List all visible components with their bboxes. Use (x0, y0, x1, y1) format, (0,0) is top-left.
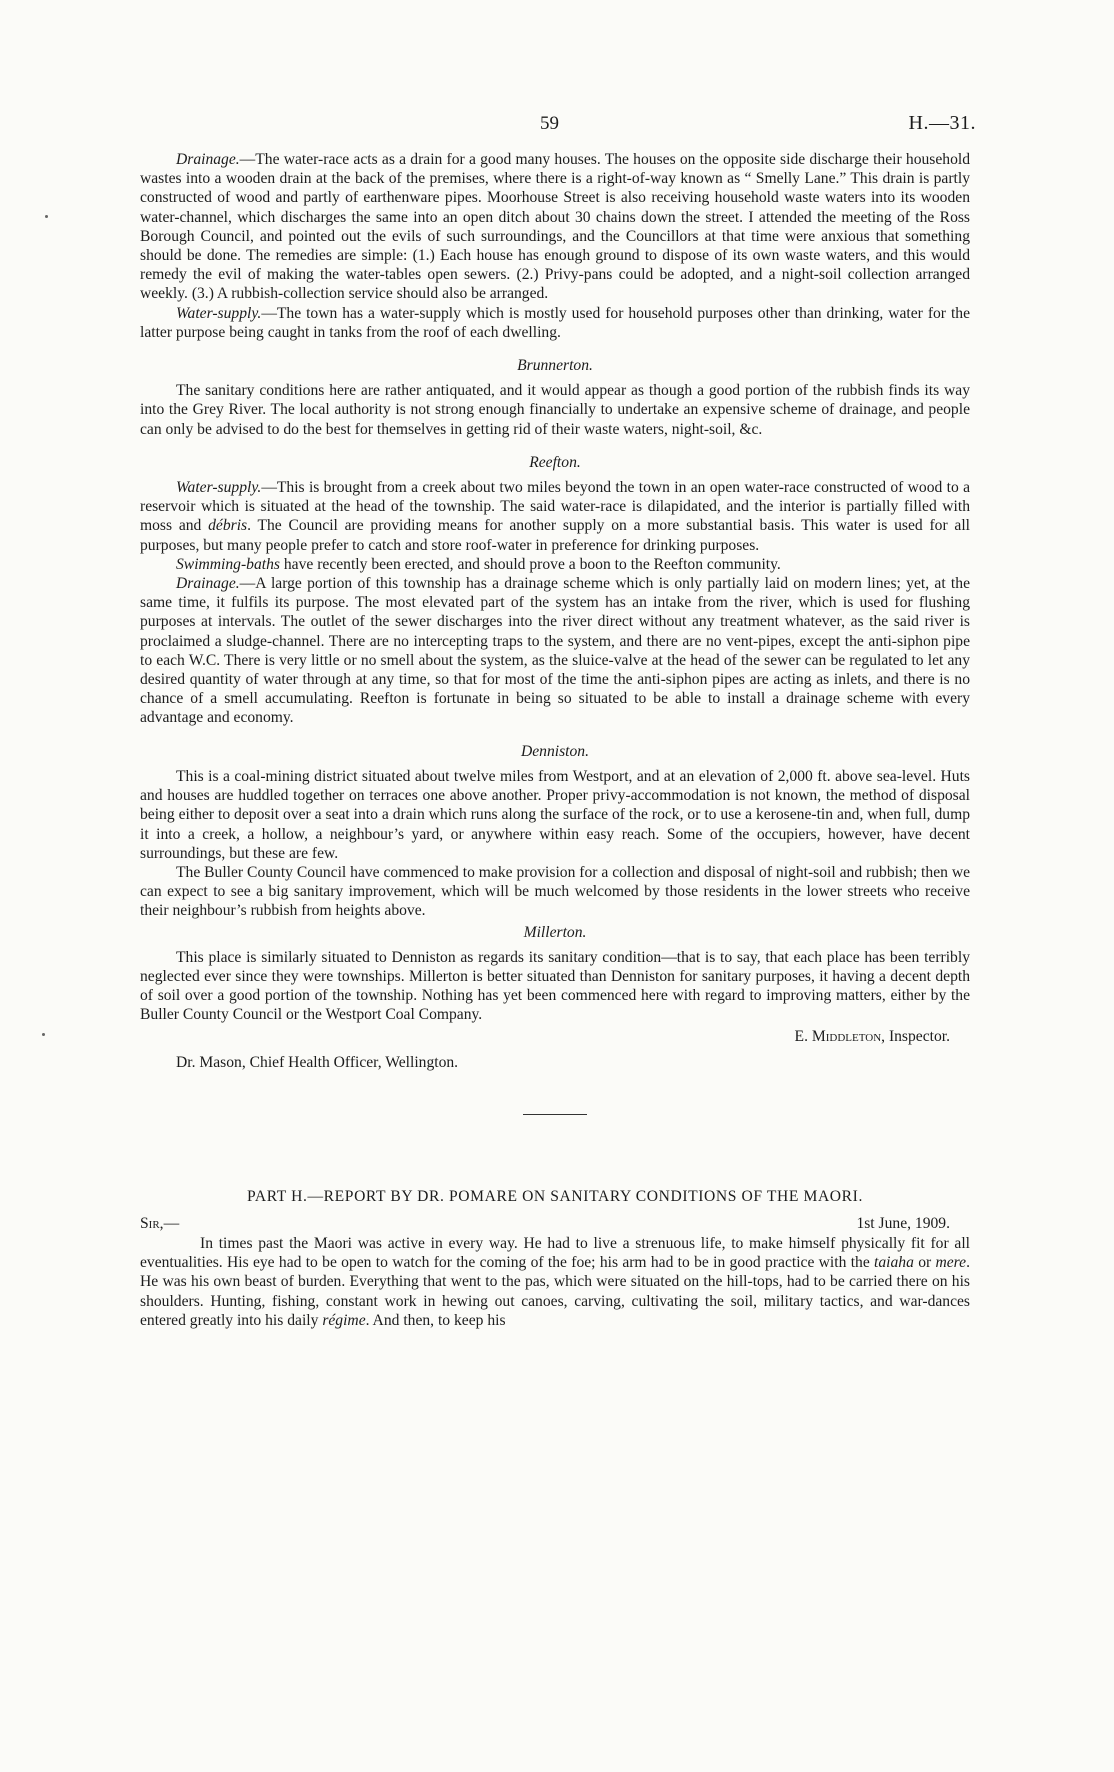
reefton-baths-paragraph (140, 555, 970, 574)
part-heading: PART H.—REPORT BY DR. POMARE ON SANITARY CONDITIONS OF THE MAORI. (247, 1187, 863, 1205)
document-reference: H.—31. (908, 112, 976, 134)
italic-term: débris (208, 517, 248, 535)
denniston-paragraph-2: The Buller County Council have commenced to make provision for a collection and disposal of night-soil and rubbish; then we can expect to see a big sanitary improvement, which will be much welcomed by those residents in the lower streets who receive their neighbour’s rubbish from heights above. (140, 863, 970, 920)
section-heading-millerton: Millerton. (523, 923, 587, 941)
paragraph-body: —This is brought from a creek about two miles beyond the town in an open water-race constructed of wood to a reservoir which is situated at the head of the township. The said water-race is dilapidated, and the interior is partially filled with moss and (140, 479, 970, 535)
paragraph-body: . And then, to keep his (365, 1311, 506, 1329)
signature-title: , Inspector. (881, 1027, 950, 1045)
ross-drainage-paragraph (140, 150, 970, 304)
italic-term: régime (322, 1311, 366, 1329)
paragraph-body: . The Council are providing means for another supply on a more substantial basis. This water is used for all purposes, but many people prefer to catch and store roof-water in preference for drinking purposes. (140, 517, 971, 554)
signature (795, 1027, 950, 1046)
letter-date: 1st June, 1909. (856, 1214, 950, 1232)
page-header (140, 110, 976, 150)
brunnerton-paragraph: The sanitary conditions here are rather antiquated, and it would appear as though a good portion of the rubbish finds its way into the Grey River. The local authority is not strong enough financially to undertake an expensive scheme of drainage, and people can only be advised to do the best for themselves in getting rid of their waste waters, night-soil, &c. (140, 382, 970, 438)
scan-speck (42, 1033, 45, 1036)
document-page (140, 110, 976, 1330)
section-heading-denniston: Denniston. (520, 742, 589, 760)
signature-row (140, 1025, 970, 1047)
signature-name: E. Middleton (794, 1027, 882, 1045)
paragraph-body: —The water-race acts as a drain for a good many houses. The houses on the opposite side discharge their household wastes into a wooden drain at the back of the premises, where there is a right-of-way known as “ Smelly Lane.” This drain is partly constructed of wood and partly of earthenware pipes. Moorhouse Street is also receiving household waste waters into its wooden water-channel, which discharges the same into an open ditch about 30 chains down the street. I attended the meeting of the Ross Borough Council, and pointed out the evils of such surroundings, and the Councillors at that time were anxious that something should be done. The remedies are simple: (1.) Each house has enough ground to dispose of its own waste waters, and this would remedy the evil of making the water-tables open sewers. (2.) Privy-pans could be adopted, and a night-soil collection arranged weekly. (3.) A rubbish-collection service should also be arranged. (140, 151, 970, 303)
scan-speck (45, 215, 48, 218)
paragraph-lead: Water-supply. (176, 304, 262, 322)
italic-term: mere (935, 1254, 967, 1272)
paragraph-lead: Swimming-baths (176, 555, 280, 573)
paragraph-body: In times past the Maori was active in every way. He had to live a strenuous life, to make himself physically fit for all eventualities. His eye had to be open to watch for the coming of the foe; his arm had to be in good practice with the (140, 1234, 970, 1272)
paragraph-lead: Drainage. (176, 151, 240, 168)
section-heading-reefton: Reefton. (529, 453, 581, 471)
paragraph-body: —A large portion of this township has a drainage scheme which is only partially laid on modern lines; yet, at the same time, it fulfils its purpose. The most elevated part of the system has an intake from the river, which is used for flushing purposes at intervals. The outlet of the sewer discharges into the river direct without any treatment whatever, as the said river is proclaimed a sludge-channel. There are no intercepting traps to the system, and there are no vent-pipes, except the anti-siphon pipe to each W.C. There is very little or no smell about the system, as the sluice-valve at the head of the sewer can be regulated to let any desired quantity of water through at any time, so that for most of the time the anti-siphon pipes are acting as inlets, and there is no chance of a smell accumulating. Reefton is fortunate in being so situated to be able to install a drainage scheme with every advantage and economy. (140, 575, 970, 727)
paragraph-body: —The town has a water-supply which is mostly used for household purposes other than drinking, water for the latter purpose being caught in tanks from the roof of each dwelling. (140, 304, 970, 341)
millerton-paragraph: This place is similarly situated to Denniston as regards its sanitary condition—that is to say, that each place has been terribly neglected ever since they were townships. Millerton is better situated than Denniston for sanitary purposes, it having a decent depth of soil over a good portion of the township. Nothing has yet been commenced here with regard to improving matters, either by the Buller County Council or the Westport Coal Company. (140, 948, 970, 1024)
addressee: Dr. Mason, Chief Health Officer, Wellington. (176, 1053, 459, 1071)
letter-head (140, 1212, 970, 1234)
italic-term: taiaha (874, 1254, 914, 1272)
salutation: Sir,— (140, 1214, 180, 1232)
paragraph-lead: Drainage. (176, 575, 240, 593)
reefton-drainage-paragraph (140, 574, 970, 728)
denniston-paragraph-1: This is a coal-mining district situated about twelve miles from Westport, and at an elevation of 2,000 ft. above sea-level. Huts and houses are huddled together on terraces one above another. Proper privy-accommodation is not known, the method of disposal being either to deposit over a seat into a drain which runs along the surface of the rock, or to use a kerosene-tin and, when full, dump it into a creek, a hollow, a neighbour’s yard, or anywhere within easy reach. Some of the occupiers, however, have decent surroundings, but these are few. (140, 767, 970, 862)
page-number: 59 (540, 113, 559, 134)
paragraph-body: . He was his own beast of burden. Everything that went to the pas, which were situated on the hill-tops, had to be carried there on his shoulders. Hunting, fishing, constant work in hewing out canoes, carving, cultivating the soil, military tactics, and war-dances entered greatly into his daily (140, 1254, 970, 1329)
section-heading-brunnerton: Brunnerton. (517, 357, 593, 375)
paragraph-body: have recently been erected, and should prove a boon to the Reefton community. (279, 555, 781, 573)
ross-water-supply-paragraph (140, 304, 970, 342)
reefton-water-supply-paragraph (140, 478, 970, 555)
part-h-paragraph (140, 1234, 970, 1330)
paragraph-body: or (913, 1254, 936, 1272)
paragraph-lead: Water-supply. (176, 479, 262, 497)
section-divider (523, 1114, 587, 1115)
